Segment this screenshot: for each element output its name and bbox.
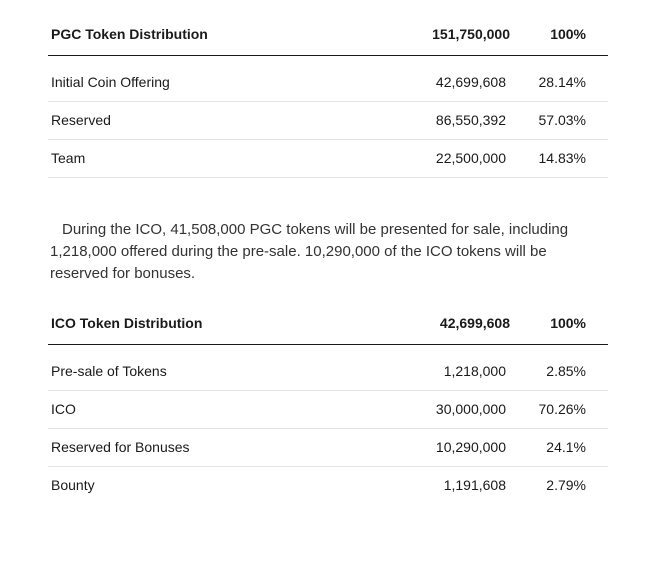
row-percent: 2.79% [546,477,586,493]
row-amount: 86,550,392 [435,112,506,128]
table-row [48,353,608,391]
row-amount: 30,000,000 [435,401,506,417]
table-header [48,303,608,345]
table-row [48,140,608,178]
row-amount: 1,218,000 [443,363,506,379]
row-label: Pre-sale of Tokens [51,363,167,379]
row-percent: 57.03% [538,112,586,128]
row-label: Initial Coin Offering [51,74,170,90]
row-amount: 42,699,608 [435,74,506,90]
row-percent: 2.85% [546,363,586,379]
header-label: ICO Token Distribution [51,315,203,331]
header-percent: 100% [550,315,586,331]
header-label: PGC Token Distribution [51,26,208,42]
table-spacer [48,345,608,353]
row-percent: 14.83% [538,150,586,166]
table-spacer [48,56,608,64]
row-amount: 10,290,000 [435,439,506,455]
row-amount: 1,191,608 [443,477,506,493]
row-label: Team [51,150,86,166]
table-row [48,391,608,429]
ico-token-distribution-table [48,303,608,504]
header-percent: 100% [550,26,586,42]
table-row [48,102,608,140]
pgc-token-distribution-table [48,14,608,178]
row-label: Reserved for Bonuses [51,439,190,455]
table-row [48,64,608,102]
table-row [48,467,608,504]
row-percent: 28.14% [538,74,586,90]
row-percent: 70.26% [538,401,586,417]
row-label: Reserved [51,112,111,128]
row-label: ICO [51,401,76,417]
table-header [48,14,608,56]
table-row [48,429,608,467]
header-amount: 151,750,000 [432,26,510,42]
row-label: Bounty [51,477,95,493]
header-amount: 42,699,608 [439,315,510,331]
ico-description-paragraph: During the ICO, 41,508,000 PGC tokens will be presented for sale, including 1,218,000 offered during the pre-sale. 10,290,000 of the ICO tokens will be reserved for bonuses. [50,221,569,282]
row-amount: 22,500,000 [435,150,506,166]
row-percent: 24.1% [546,439,586,455]
